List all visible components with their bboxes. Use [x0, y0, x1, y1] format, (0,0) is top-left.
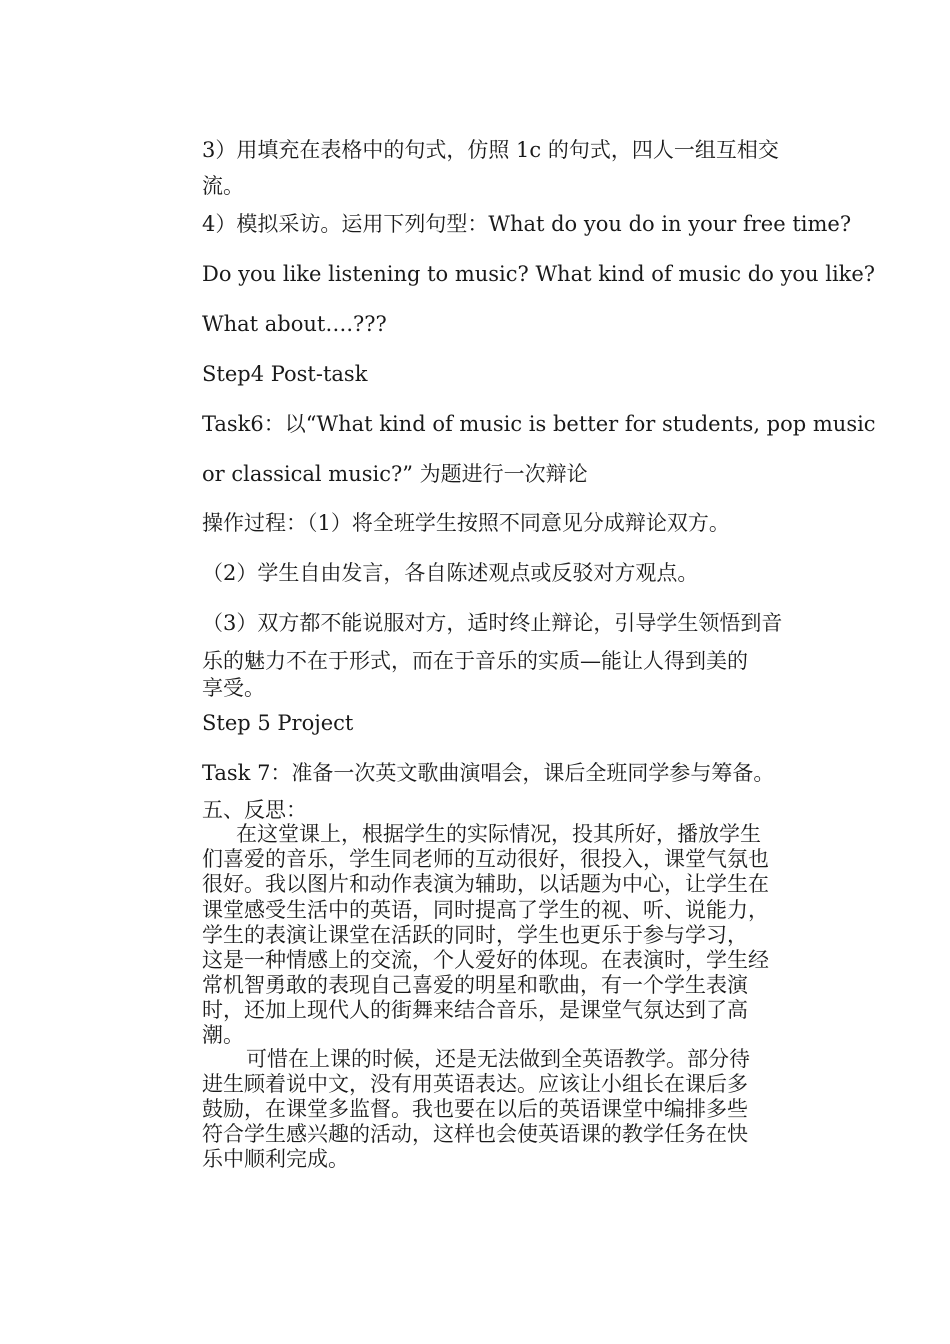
text-line: 很好。我以图片和动作表演为辅助，以话题为中心，让学生在 [202, 872, 769, 896]
text-line: 在这堂课上，根据学生的实际情况，投其所好，播放学生 [236, 822, 761, 846]
text-line: 符合学生感兴趣的活动，这样也会使英语课的教学任务在快 [202, 1122, 748, 1146]
text-line: 4）模拟采访。运用下列句型：What do you do in your free time? [202, 212, 852, 236]
text-line: or classical music?” 为题进行一次辩论 [202, 462, 588, 486]
text-line: 常机智勇敢的表现自己喜爱的明星和歌曲，有一个学生表演 [202, 973, 748, 997]
text-line: 乐中顺利完成。 [202, 1147, 349, 1171]
text-line: 进生顾着说中文，没有用英语表达。应该让小组长在课后多 [202, 1072, 748, 1096]
text-line: 这是一种情感上的交流，个人爱好的体现。在表演时，学生经 [202, 948, 769, 972]
text-line: Step4 Post-task [202, 362, 368, 386]
text-line: 们喜爱的音乐，学生同老师的互动很好，很投入，课堂气氛也 [202, 847, 769, 871]
text-line: 课堂感受生活中的英语，同时提高了学生的视、听、说能力， [202, 898, 769, 922]
text-line: 享受。 [202, 676, 265, 700]
text-line: What about….??? [202, 312, 387, 336]
text-line: 可惜在上课的时候，还是无法做到全英语教学。部分待 [246, 1047, 750, 1071]
text-line: 操作过程：（1）将全班学生按照不同意见分成辩论双方。 [202, 511, 730, 535]
text-line: 潮。 [202, 1023, 244, 1047]
text-line: 3）用填充在表格中的句式，仿照 1c 的句式，四人一组互相交 [202, 138, 779, 162]
text-line: Step 5 Project [202, 711, 354, 735]
text-line: 时，还加上现代人的街舞来结合音乐，是课堂气氛达到了高 [202, 998, 748, 1022]
text-line: 学生的表演让课堂在活跃的同时，学生也更乐于参与学习， [202, 923, 748, 947]
text-line: 鼓励，在课堂多监督。我也要在以后的英语课堂中编排多些 [202, 1097, 748, 1121]
text-line: （3）双方都不能说服对方，适时终止辩论，引导学生领悟到音 [202, 611, 783, 635]
text-line: （2）学生自由发言，各自陈述观点或反驳对方观点。 [202, 561, 699, 585]
text-line: 流。 [202, 174, 244, 198]
text-line: 五、反思： [202, 798, 307, 822]
text-line: Do you like listening to music? What kind of music do you like? [202, 262, 876, 286]
text-line: Task 7：准备一次英文歌曲演唱会，课后全班同学参与筹备。 [202, 761, 775, 785]
text-line: Task6：以“What kind of music is better for students, pop music [202, 412, 876, 436]
text-line: 乐的魅力不在于形式，而在于音乐的实质—能让人得到美的 [202, 649, 748, 673]
